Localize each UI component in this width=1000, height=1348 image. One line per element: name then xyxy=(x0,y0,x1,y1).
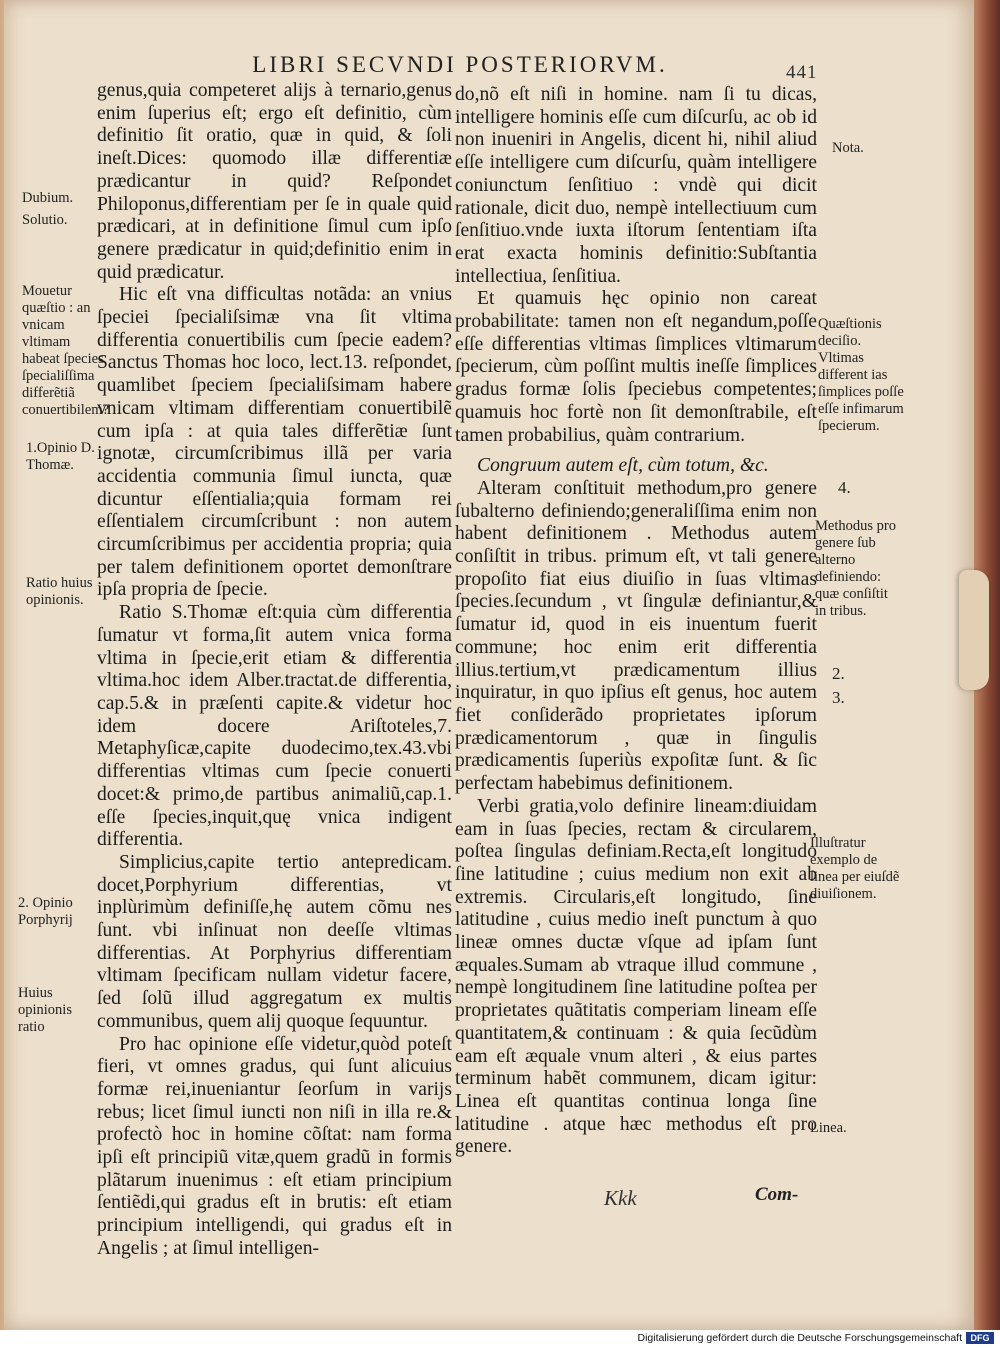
paragraph: Hic eſt vna difficultas notãda: an vnius ſpeciei ſpecialiſsimæ vna ſit vltima differentia conuertibilis cum ſpecie eadem? Sanctus Thomas hoc loco, lect.13. reſpondet, quamlibet ſpeciem ſpecialiſsimam habere vnicam vltimam differentiam conuertibilẽ cum ipſa : at quia tales differẽtiæ ſunt ignotæ, circumſcribimus illã per varia accidentia communia ſimul iuncta, quæ dicuntur eſſentialia;quia formam rei eſſentialem circumſcribunt : non autem circumſcribimus per accidentia propria; quia per talem definitionem oportet demonſtrare ipſa propria de ſpecie. xyxy=(97,284,452,601)
page-tab xyxy=(959,570,989,690)
left-margin-note: Ratio huius opinionis. xyxy=(26,575,93,608)
right-margin-number: 3. xyxy=(832,688,845,707)
dfg-logo-icon: DFG xyxy=(966,1332,994,1344)
left-margin-note: Dubium. xyxy=(22,190,74,206)
signature-mark: Kkk xyxy=(604,1186,637,1210)
lemma-heading: Congruum autem eſt, cùm totum, &c. xyxy=(477,455,769,477)
paragraph: Alteram conſtituit methodum,pro genere ſubalterno definiendo;generaliſſima enim non habent definitionem . Methodus autem conſiſtit in tribus. primum eſt, vt tali genere propoſito fiat eius diuiſio in ſuas vltimas ſpecies.ſecundum , vt ſingulæ definiantur,& ſumatur id, quod in eis inuentum fuerit commune; hoc enim erit differentia illius.tertium,vt prædicamentum illius inquiratur, in quo ipſius eſt genus, hoc autem fiet conſiderãdo proprietates ipſorum prædicamentorum , quæ in ſingulis prædicamentis ſuperiùs expoſitæ ſunt. & ſic perfectam habebimus definitionem. xyxy=(455,477,817,795)
right-margin-note: Methodus pro genere ſub alterno definiendo: quæ conſiſtit in tribus. xyxy=(815,518,896,619)
left-margin-note: Solutio. xyxy=(22,212,68,228)
catchword: Com- xyxy=(755,1184,799,1205)
paragraph: Verbi gratia,volo definire lineam:diuidam eam in ſuas ſpecies, rectam & circularem, poſtea ſingulas definiam.Recta,eſt longitudo ſine latitudine ; cuius medium non exit ab extremis. Circularis,eſt longitudo, ſine latitudine , cuius medio ineſt punctum à quo lineæ omnes ductæ vſque ad ipſam ſunt æquales.Sumam ab vtraque illud commune , nempè longitudinem ſine latitudine poſtea per proprietates quãtitatis comperiam lineam eſſe quantitatem,& continuam : & quia ſecũdùm eam eſt æquale vnum alteri , & eius partes terminum habẽt communem, dicam igitur: Linea eſt quantitas continua longa ſine latitudine . atque hæc methodus eſt pro genere. xyxy=(455,795,817,1158)
left-margin-note: Huius opinionis ratio xyxy=(18,985,72,1035)
right-margin-note: Nota. xyxy=(832,140,864,156)
left-margin-note: 1.Opinio D. Thomæ. xyxy=(26,440,95,473)
paragraph: Simplicius,capite tertio antepredicam. docet,Porphyrium differentias, vt inplùrimùm definiſſe,hę autem cõmu nes ſunt. vbi inſinuat non deeſſe vltimas differentias. At Porphyrius differentiam vltimam ſpecificam nullam videtur facere, ſed ſolũ illud aggregatum ex multis communibus, quem alij quoque ſequuntur. xyxy=(97,851,452,1032)
right-margin-note: Linea. xyxy=(810,1120,847,1136)
right-margin-note: Quæſtionis deciſio. Vltimas different ias ſimplices poſſe eſſe infimarum ſpecierum. xyxy=(818,316,904,434)
paragraph: genus,quia competeret alijs à ternario,genus enim ſuperius eſt; ergo eſt definitio, cùm definitio ſit oratio, quæ in quid, & ſoli ineſt.Dices: quomodo illæ differentiæ prædicantur in quid? Reſpondet Philoponus,differentiam per ſe in quale quid prædicari, at in definitione ſimul cum ipſo genere prædicatur in quid;definitio enim in quid prædicatur. xyxy=(97,80,452,283)
folio-number: 441 xyxy=(786,62,818,83)
right-margin-note: Illuſtratur exemplo de linea per eiuſdẽ diuiſionem. xyxy=(810,835,900,902)
footer-credit: Digitalisierung gefördert durch die Deutsche Forschungsgemeinschaft xyxy=(637,1332,962,1344)
left-margin-note: Mouetur quæſtio : an vnicam vltimam habeat ſpecies ſpecialiſſima differẽtiã conuertibilem? xyxy=(22,283,109,418)
paragraph: do,nõ eſt niſi in homine. nam ſi tu dicas, intelligere hominis eſſe cum diſcurſu, ac ob id non inueniri in Angelis, dicent hi, nihil aliud eſſe intelligere cum diſcurſu, quàm intelligere coniunctum ſenſitiuo : vndè qui dicit rationale, dicit duo, nempè intellectiuum cum ſenſitiuo.vnde iuxta iſtorum ſententiam iſta erat exacta hominis definitio:Subſtantia intellectiua, ſenſitiua. xyxy=(455,84,817,287)
paragraph: Et quamuis hęc opinio non careat probabilitate: tamen non eſt negandum,poſſe eſſe differentias vltimas ſimplices vltimarum ſpecierum, cùm poſſint multis ineſſe ſimplices gradus formæ ſolis ſpeciebus competentes; quamuis hoc fortè non ſit demonſtrabile, eſt tamen probabilius, quàm contrarium. xyxy=(455,288,817,446)
right-text-column xyxy=(455,84,817,1159)
left-text-column xyxy=(97,80,452,1261)
running-head: LIBRI SECVNDI POSTERIORVM. xyxy=(252,52,668,77)
right-margin-number: 2. xyxy=(832,664,845,683)
right-margin-number: 4. xyxy=(838,478,851,497)
paragraph: Ratio S.Thomæ eſt:quia cùm differentia ſumatur vt forma,ſit autem vnica forma vltima in ſpecie,erit etiam & differentia vltima.hoc idem Alber.tractat.de differentia, cap.5.& in præſenti capite.& videtur hoc idem docere Ariſtoteles,7. Metaphyſicæ,capite duodecimo,tex.43.vbi differentias vltimas cum ſpecie conuerti docet:& primo,de partibus animaliũ,cap.1. eſſe ſpecies,inquit,quę vnica indigent differentia. xyxy=(97,602,452,851)
left-margin-note: 2. Opinio Porphyrij xyxy=(18,895,73,928)
footer-bar xyxy=(0,1330,1000,1348)
paragraph: Pro hac opinione eſſe videtur,quòd poteſt fieri, vt omnes gradus, qui ſunt alicuius formæ rei,inueniantur ſeorſum in varijs rebus; licet ſimul iuncti non niſi in illa re.& profectò hoc in homine cõſtat: nam forma ipſi eſt principiũ vitæ,quem gradũ in formis plãtarum inuenimus : eſt etiam principium ſentiẽdi,qui gradus eſt in brutis: eſt etiam principium intelligendi, qui gradus eſt in Angelis ; at ſimul intelligen- xyxy=(97,1033,452,1259)
